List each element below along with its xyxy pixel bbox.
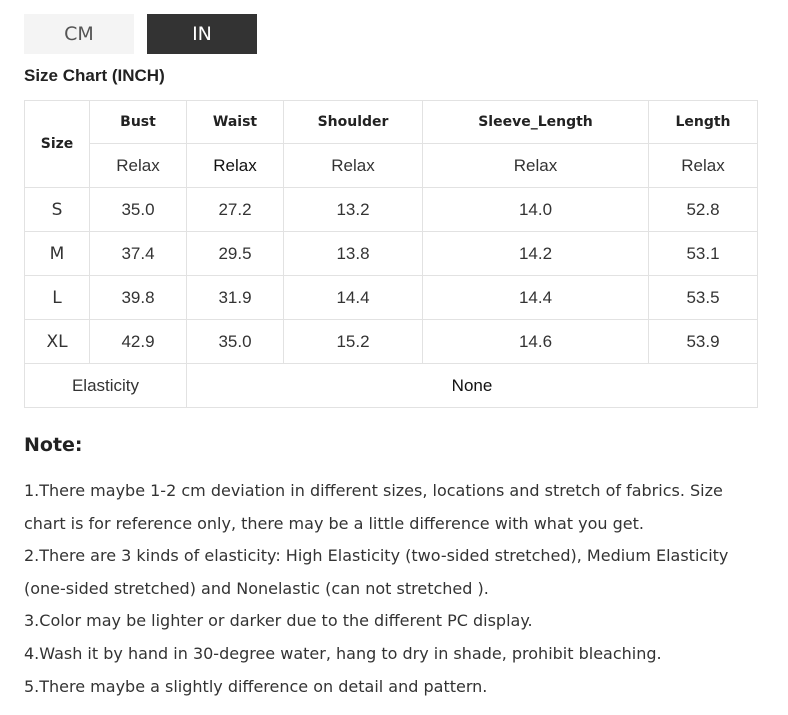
table-cell: 14.0: [423, 188, 649, 232]
table-cell: 39.8: [90, 276, 187, 320]
size-cell: M: [25, 232, 90, 276]
table-header-row: [25, 101, 758, 144]
note-line: 4.Wash it by hand in 30-degree water, hang to dry in shade, prohibit bleaching.: [24, 643, 662, 663]
table-cell: 13.2: [284, 188, 423, 232]
table-cell: 27.2: [187, 188, 284, 232]
fit-cell: Relax: [284, 144, 423, 188]
size-chart-title: Size Chart (INCH): [24, 66, 165, 85]
note-line: 1.There maybe 1-2 cm deviation in different sizes, locations and stretch of fabrics. Size: [24, 481, 723, 500]
fit-cell: Relax: [90, 144, 187, 188]
table-cell: 15.2: [284, 320, 423, 364]
in-unit-button[interactable]: IN: [147, 14, 257, 54]
table-cell: 31.9: [187, 276, 284, 320]
size-cell: L: [25, 276, 90, 320]
note-title: Note:: [24, 434, 83, 456]
table-cell: 14.6: [423, 320, 649, 364]
elasticity-value: None: [187, 364, 758, 408]
note-line: 3.Color may be lighter or darker due to the different PC display.: [24, 611, 533, 631]
size-chart-table: [24, 100, 758, 408]
column-header-waist: Waist: [187, 101, 284, 144]
column-header-shoulder: Shoulder: [284, 101, 423, 144]
table-cell: 14.4: [423, 276, 649, 320]
cm-unit-button[interactable]: CM: [24, 14, 134, 54]
table-cell: 13.8: [284, 232, 423, 276]
unit-toggle: [24, 14, 257, 54]
table-row: [25, 232, 758, 276]
table-row: [25, 188, 758, 232]
table-cell: 35.0: [187, 320, 284, 364]
table-cell: 53.1: [649, 232, 758, 276]
notes-list: [24, 475, 764, 703]
table-cell: 14.2: [423, 232, 649, 276]
table-row: [25, 276, 758, 320]
column-header-sleeve-length: Sleeve_Length: [423, 101, 649, 144]
table-cell: 37.4: [90, 232, 187, 276]
elasticity-row: [25, 364, 758, 408]
table-cell: 14.4: [284, 276, 423, 320]
table-cell: 53.9: [649, 320, 758, 364]
table-cell: 53.5: [649, 276, 758, 320]
table-cell: 29.5: [187, 232, 284, 276]
note-line: chart is for reference only, there may be a little difference with what you get.: [24, 513, 644, 533]
elasticity-label: Elasticity: [25, 364, 187, 408]
size-cell: XL: [25, 320, 90, 364]
fit-row: [25, 144, 758, 188]
fit-cell: Relax: [187, 144, 284, 188]
table-cell: 42.9: [90, 320, 187, 364]
fit-cell: Relax: [649, 144, 758, 188]
size-cell: S: [25, 188, 90, 232]
fit-cell: Relax: [423, 144, 649, 188]
table-row: [25, 320, 758, 364]
column-header-bust: Bust: [90, 101, 187, 144]
note-line: (one-sided stretched) and Nonelastic (can not stretched ).: [24, 578, 489, 598]
note-line: 5.There maybe a slightly difference on detail and pattern.: [24, 676, 488, 696]
column-header-length: Length: [649, 101, 758, 144]
size-header: Size: [25, 101, 90, 188]
table-cell: 52.8: [649, 188, 758, 232]
note-line: 2.There are 3 kinds of elasticity: High Elasticity (two-sided stretched), Medium Elasticity: [24, 546, 729, 566]
table-cell: 35.0: [90, 188, 187, 232]
